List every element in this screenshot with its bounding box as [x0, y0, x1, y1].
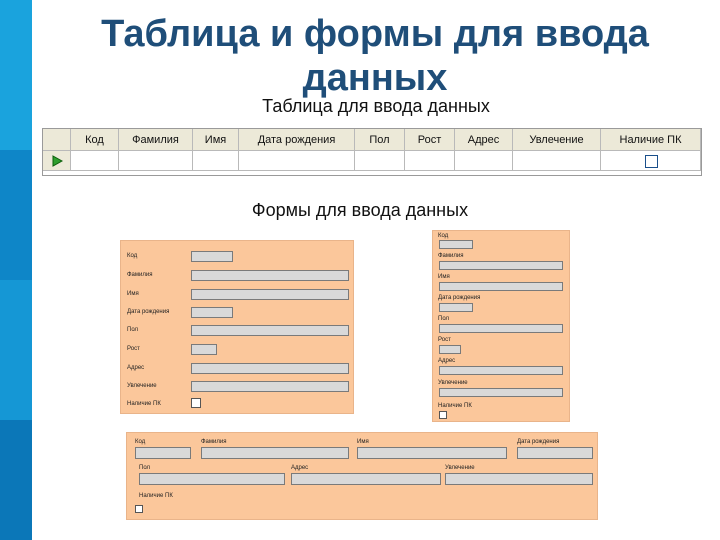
table-cell[interactable]: [405, 151, 455, 171]
form-label: Рост: [127, 346, 140, 352]
form-label: Адрес: [291, 465, 309, 471]
form-field[interactable]: [201, 447, 349, 459]
form-field[interactable]: [139, 473, 285, 485]
form-field[interactable]: [191, 251, 233, 262]
form-field[interactable]: [439, 324, 563, 333]
form-label: Увлечение: [127, 383, 157, 389]
form-label: Адрес: [438, 358, 456, 364]
select-all-corner[interactable]: [43, 129, 71, 151]
left-decor-strip: [0, 0, 32, 540]
has-pc-checkbox[interactable]: [191, 398, 201, 408]
strip-segment: [0, 420, 32, 540]
forms-caption: Формы для ввода данных: [251, 200, 469, 220]
column-header[interactable]: Фамилия: [119, 129, 193, 151]
table-caption: Таблица для ввода данных: [262, 96, 490, 116]
form-label: Пол: [127, 327, 139, 333]
form-field[interactable]: [191, 325, 349, 336]
form-label: Дата рождения: [127, 309, 170, 315]
table-cell[interactable]: [455, 151, 513, 171]
form-field[interactable]: [439, 261, 563, 270]
row-selector[interactable]: [43, 151, 71, 171]
form-field[interactable]: [357, 447, 507, 459]
form-field[interactable]: [191, 307, 233, 318]
form-label: Адрес: [127, 365, 145, 371]
form-label: Дата рождения: [517, 439, 560, 445]
column-header[interactable]: Увлечение: [513, 129, 601, 151]
form-label: Пол: [438, 316, 450, 322]
form-label: Рост: [438, 337, 451, 343]
form-field[interactable]: [517, 447, 593, 459]
form-field[interactable]: [439, 282, 563, 291]
form-label: Код: [127, 253, 138, 259]
form-field[interactable]: [191, 270, 349, 281]
data-table: [42, 128, 702, 176]
table-cell[interactable]: [601, 151, 701, 171]
form-field[interactable]: [439, 345, 461, 354]
slide-title: Таблица и формы для ввода данных: [101, 13, 649, 99]
column-header[interactable]: Имя: [193, 129, 239, 151]
form-label: Имя: [438, 274, 450, 280]
table-cell[interactable]: [239, 151, 355, 171]
form-field[interactable]: [135, 447, 191, 459]
table-cell[interactable]: [193, 151, 239, 171]
current-record-arrow-icon: [51, 155, 63, 167]
form-field[interactable]: [439, 388, 563, 397]
form-label: Фамилия: [438, 253, 464, 259]
form-field[interactable]: [191, 363, 349, 374]
form-field[interactable]: [291, 473, 441, 485]
form-label: Код: [135, 439, 146, 445]
has-pc-checkbox[interactable]: [439, 411, 447, 419]
column-header[interactable]: Пол: [355, 129, 405, 151]
has-pc-checkbox[interactable]: [135, 505, 143, 513]
column-header[interactable]: Рост: [405, 129, 455, 151]
form-label: Дата рождения: [438, 295, 481, 301]
column-header[interactable]: Код: [71, 129, 119, 151]
table-cell[interactable]: [71, 151, 119, 171]
has-pc-checkbox[interactable]: [645, 155, 658, 168]
table-cell[interactable]: [355, 151, 405, 171]
form-label: Наличие ПК: [139, 493, 173, 499]
form-field[interactable]: [445, 473, 593, 485]
form-field[interactable]: [439, 366, 563, 375]
strip-segment: [0, 280, 32, 420]
table-cell[interactable]: [119, 151, 193, 171]
form-columnar: [120, 240, 354, 414]
form-label: Увлечение: [438, 380, 468, 386]
form-label: Наличие ПК: [438, 403, 472, 409]
form-label: Код: [438, 233, 449, 239]
column-header[interactable]: Адрес: [455, 129, 513, 151]
column-header[interactable]: Наличие ПК: [601, 129, 701, 151]
form-field[interactable]: [191, 289, 349, 300]
form-field[interactable]: [191, 344, 217, 355]
form-label: Пол: [139, 465, 151, 471]
form-label: Наличие ПК: [127, 401, 161, 407]
form-label: Фамилия: [127, 272, 153, 278]
strip-segment: [0, 0, 32, 150]
column-header[interactable]: Дата рождения: [239, 129, 355, 151]
form-field[interactable]: [439, 240, 473, 249]
form-label: Фамилия: [201, 439, 227, 445]
form-field[interactable]: [439, 303, 473, 312]
form-label: Имя: [127, 291, 139, 297]
table-cell[interactable]: [513, 151, 601, 171]
form-label: Увлечение: [445, 465, 475, 471]
form-horizontal: [126, 432, 598, 520]
form-stacked: [432, 230, 570, 422]
form-label: Имя: [357, 439, 369, 445]
form-field[interactable]: [191, 381, 349, 392]
